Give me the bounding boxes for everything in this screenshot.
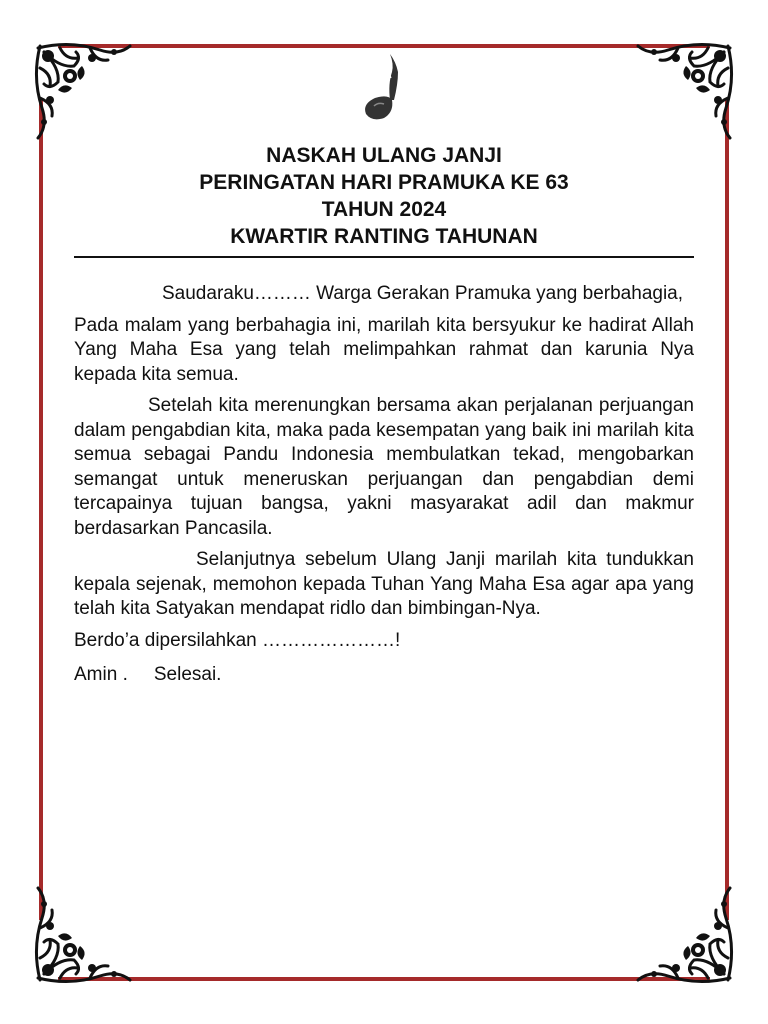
- corner-ornament-icon: [30, 878, 140, 988]
- prayer-line: Berdo’a dipersilahkan …………………!: [74, 629, 401, 651]
- closing-line: [74, 663, 694, 688]
- tunas-kelapa-icon: [360, 50, 404, 122]
- corner-ornament-icon: [628, 878, 738, 988]
- document-title: [74, 142, 694, 250]
- frame-left-border: [39, 100, 43, 920]
- title-divider: [74, 256, 694, 258]
- title-line-4: KWARTIR RANTING TAHUNAN: [230, 225, 538, 248]
- document-body: [74, 282, 694, 695]
- title-line-1: NASKAH ULANG JANJI: [266, 144, 502, 167]
- frame-right-border: [725, 100, 729, 920]
- title-line-2: PERINGATAN HARI PRAMUKA KE 63: [199, 171, 569, 194]
- corner-ornament-icon: [628, 38, 738, 148]
- body-paragraph-2: Setelah kita merenungkan bersama akan perjalanan perjuangan dalam pengabdian kita, maka pada kesempatan yang baik ini marilah kita semua sebagai Pandu Indonesia membulatkan tekad, mengobarkan semangat untuk meneruskan perjuangan dan pengabdian demi tercapainya tujuan bangsa, yakni masyarakat adil dan makmur berdasarkan Pancasila.: [74, 395, 694, 539]
- title-line-3: TAHUN 2024: [321, 198, 447, 221]
- frame-top-border: [58, 44, 710, 48]
- greeting-paragraph: Saudaraku……… Warga Gerakan Pramuka yang berbahagia,: [162, 283, 684, 304]
- body-paragraph-1: Pada malam yang berbahagia ini, marilah kita bersyukur ke hadirat Allah Yang Maha Esa yang telah melimpahkan rahmat dan karunia Nya kepada kita semua.: [74, 314, 694, 385]
- corner-ornament-icon: [30, 38, 140, 148]
- frame-bottom-border: [58, 977, 710, 981]
- amin-text: Amin .: [74, 664, 128, 685]
- body-paragraph-3: Selanjutnya sebelum Ulang Janji marilah kita tundukkan kepala sejenak, memohon kepada Tuhan Yang Maha Esa agar apa yang telah kita Satyakan mendapat ridlo dan bimbingan-Nya.: [74, 549, 694, 619]
- selesai-text: Selesai.: [153, 664, 222, 685]
